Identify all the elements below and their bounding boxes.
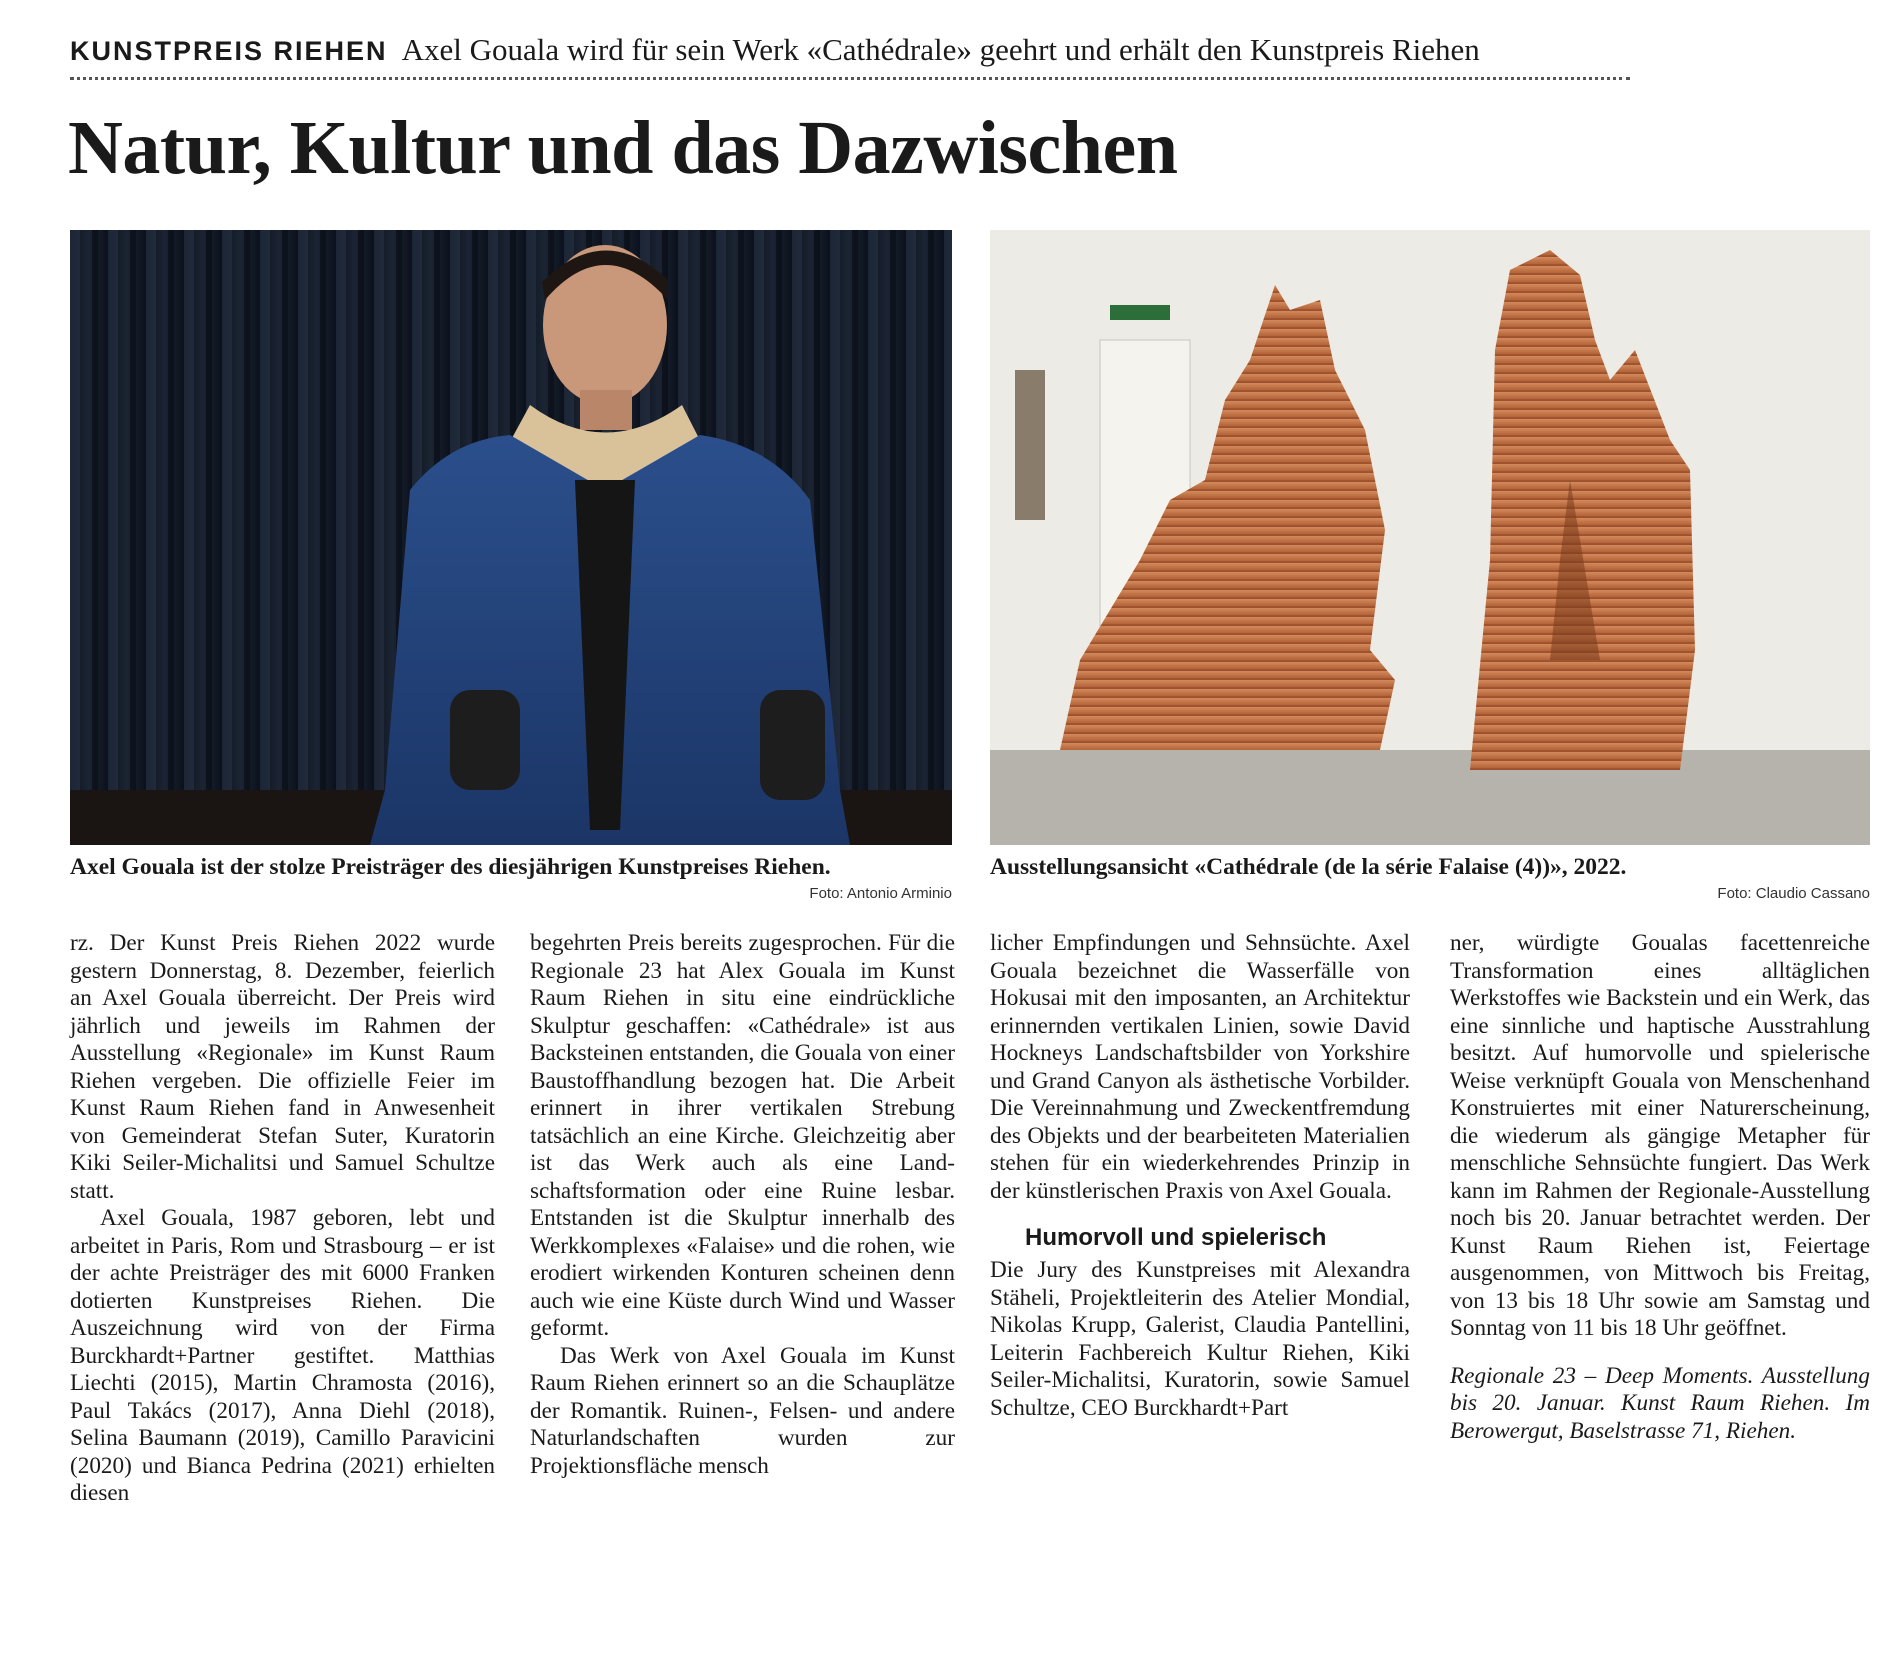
kicker-subtitle: Axel Gouala wird für sein Werk «Cathédrale» geehrt und erhält den Kunstpreis Riehen <box>401 32 1480 67</box>
section-heading: Humorvoll und spielerisch <box>1025 1224 1327 1251</box>
article-column-1 <box>70 930 495 1508</box>
kicker-line <box>70 30 1630 80</box>
paragraph: rz. Der Kunst Preis Riehen 2022 wurde gestern Donnerstag, 8. Dezember, feierlich an Axel Gouala überreicht. Der Preis wird jährlich und jeweils im Rahmen der Ausstellung «Regionale» im Kunst Raum Riehen vergeben. Die offizielle Feier im Kunst Raum Riehen fand in Anwesenheit von Gemeinderat Stefan Suter, Kuratorin Kiki Seiler-Michalitsi und Samuel Schultze statt. <box>70 930 495 1204</box>
paragraph: Das Werk von Axel Gouala im Kunst Raum Riehen erinnert so an die Schauplätze der Romantik. Ruinen-, Felsen- und andere Naturlandschaften wurden zur Projektionsfläche mensch <box>530 1342 955 1479</box>
photo-caption-1: Axel Gouala ist der stolze Preisträger des diesjährigen Kunstpreises Riehen. <box>70 854 831 880</box>
article-column-4 <box>1450 930 1870 1445</box>
exhibition-info: Regionale 23 – Deep Moments. Ausstellung bis 20. Januar. Kunst Raum Riehen. Im Berowergut, Baselstrasse 71, Riehen. <box>1450 1362 1870 1444</box>
paragraph: Axel Gouala, 1987 geboren, lebt und arbeitet in Paris, Rom und Strasbourg – er ist der achte Preisträger des mit 6000 Franken dotierten Kunstpreises Riehen. Die Auszeichnung wird von der Firma Burckhardt+Partner gestiftet. Matthias Liechti (2015), Martin Chramosta (2016), Paul Takács (2017), Anna Diehl (2018), Selina Baumann (2019), Camillo Paravicini (2020) und Bianca Pedrina (2021) erhielten diesen <box>70 1205 495 1506</box>
paragraph: ner, würdigte Goualas facettenreiche Transformation eines alltäglichen Werkstoffes wie Backstein und ein Werk, das eine sinnliche und haptische Ausstrahlung besitzt. Auf humorvolle und spielerische Weise verknüpft Gouala von Menschenhand Konstruiertes mit einer Naturerscheinung, die wiederum als gängige Metapher für menschliche Sehnsüchte fungiert. Das Werk kann im Rahmen der Regionale-Ausstellung noch bis 20. Januar betrachtet werden. Der Kunst Raum Riehen ist, Feiertage ausgenommen, von Mittwoch bis Freitag, von 13 bis 18 Uhr sowie am Samstag und Sonntag von 11 bis 18 Uhr geöffnet. <box>1450 930 1870 1341</box>
paragraph: begehrten Preis bereits zugesprochen. Für die Regionale 23 hat Alex Gouala im Kunst Raum Riehen in situ eine eindrückliche Skulptur geschaffen: «Cathédrale» ist aus Backsteinen entstanden, die Gouala von einer Baustoffhandlung bezogen hat. Die Arbeit erinnert in ihrer vertikalen Strebung tatsächlich an eine Kirche. Gleichzeitig aber ist das Werk auch als eine Landschaftsformation oder eine Ruine lesbar. Entstanden ist die Skulptur innerhalb des Werkkomplexes «Falaise» und die rohen, wie erodiert wirkenden Konturen scheinen denn auch wie eine Küste durch Wind und Wasser geformt. <box>530 930 955 1341</box>
photo-caption-2: Ausstellungsansicht «Cathédrale (de la série Falaise (4))», 2022. <box>990 854 1627 880</box>
portrait-photo <box>70 230 952 845</box>
article-column-2 <box>530 930 955 1480</box>
article-column-3 <box>990 930 1410 1422</box>
paragraph: licher Empfindungen und Sehnsüchte. Axel Gouala bezeichnet die Wasserfälle von Hokusai mit den imposanten, an Architektur erinnernden vertikalen Linien, sowie David Hockneys Landschaftsbilder von Yorkshire und Grand Canyon als ästhetische Vorbilder. Die Vereinnahmung und Zweckentfremdung des Objekts und der bearbeiteten Materialien stehen für ein wiederkehrendes Prinzip in der künstlerischen Praxis von Axel Gouala. <box>990 930 1410 1204</box>
paragraph: Die Jury des Kunstpreises mit Alexandra Stäheli, Projektleiterin des Atelier Mondial, Nikolas Krupp, Galerist, Claudia Pantellini, Leiterin Fachbereich Kultur Riehen, Kiki Seiler-Michalitsi, Kuratorin, sowie Samuel Schultze, CEO Burckhardt+Part <box>990 1257 1410 1421</box>
exhibition-photo <box>990 230 1870 845</box>
photo-credit-1: Foto: Antonio Arminio <box>809 885 952 902</box>
headline: Natur, Kultur und das Dazwischen <box>68 106 1178 190</box>
section-tag: KUNSTPREIS RIEHEN <box>70 36 388 66</box>
photo-credit-2: Foto: Claudio Cassano <box>1717 885 1870 902</box>
